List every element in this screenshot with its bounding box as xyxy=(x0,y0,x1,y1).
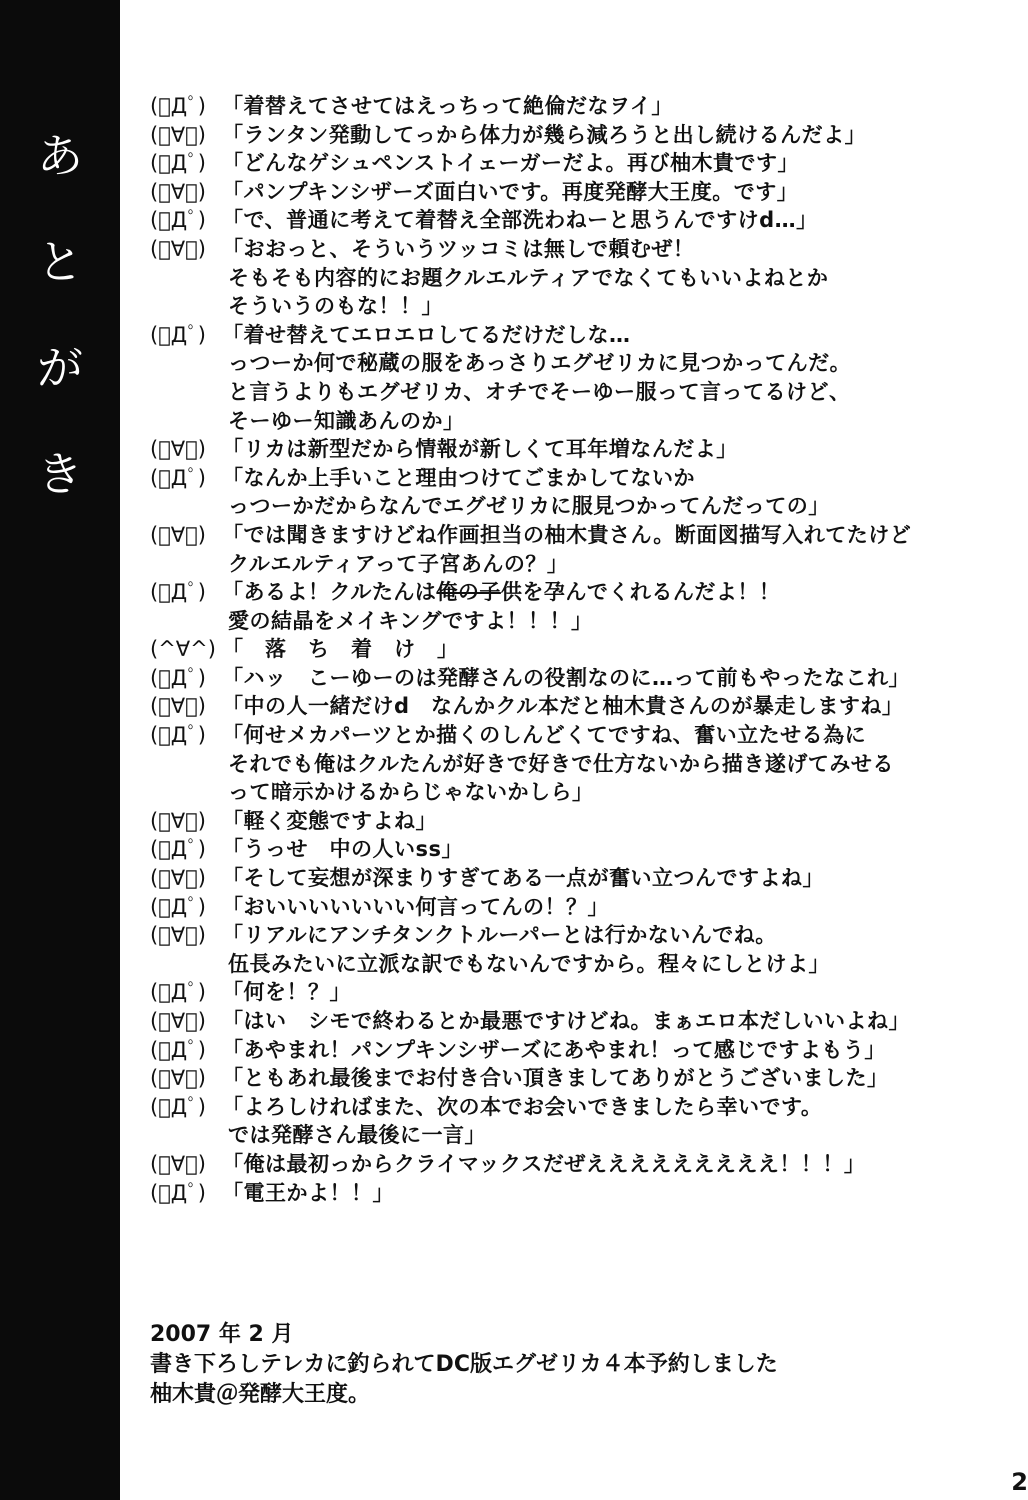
dialogue-line xyxy=(150,1179,1010,1208)
footer xyxy=(150,1320,778,1410)
speaker-face: (ﾟДﾟ) xyxy=(150,94,206,118)
dialogue-line xyxy=(150,921,1010,950)
dialogue-text xyxy=(222,149,799,178)
dialogue-text xyxy=(222,1179,394,1208)
speaker-face: (ﾟ∀ﾟ) xyxy=(150,923,206,948)
speaker-face: (ﾟДﾟ) xyxy=(150,580,206,605)
dialogue-segment: 「あやまれ！パンプキンシザーズにあやまれ！って感じですよもう」 xyxy=(222,1037,886,1062)
dialogue-line xyxy=(150,721,1010,750)
dialogue-segment: 「どんなゲシュペンストイェーガーだよ。再び柚木貴です」 xyxy=(222,151,800,176)
dialogue-line xyxy=(150,893,1010,922)
dialogue-continuation: そもそも内容的にお題クルエルティアでなくてもいいよねとか xyxy=(228,265,829,290)
dialogue-segment: 「軽く変態ですよね」 xyxy=(222,808,437,833)
dialogue-segment: 「ともあれ最後までお付き合い頂きましてありがとうございました」 xyxy=(222,1066,889,1091)
dialogue-text xyxy=(222,206,818,235)
speaker-face: (ﾟДﾟ) xyxy=(150,1037,206,1062)
dialogue-line xyxy=(150,692,1010,721)
dialogue-continuation: っつーかだからなんでエグゼリカに服見つかってんだっての」 xyxy=(228,494,830,519)
dialogue-line xyxy=(150,206,1010,235)
dialogue-continuation: 愛の結晶をメイキングですよ！！！」 xyxy=(228,608,593,633)
dialogue-line xyxy=(150,121,1010,150)
dialogue-text xyxy=(222,978,351,1007)
dialogue-segment: 「何せメカパーツとか描くのしんどくてですね、奮い立たせる為に xyxy=(222,723,867,748)
dialogue-text xyxy=(222,664,910,693)
speaker-face: (ﾟ∀ﾟ) xyxy=(150,1151,206,1176)
dialogue-segment: 「で、普通に考えて着替え全部洗わねーと思うんですけd…」 xyxy=(222,208,818,233)
dialogue-continuation: それでも俺はクルたんが好きで好きで仕方ないから描き遂げてみせる xyxy=(228,751,894,776)
title-char: が xyxy=(37,341,83,395)
speaker-face: (ﾟДﾟ) xyxy=(150,1094,206,1119)
dialogue-continuation: と言うよりもエグゼリカ、オチでそーゆー服って言ってるけど、 xyxy=(228,379,851,404)
dialogue-continuation: 伍長みたいに立派な訳でもないんですから。程々にしとけよ」 xyxy=(228,951,830,976)
dialogue-text xyxy=(222,1064,889,1093)
dialogue-text xyxy=(222,893,609,922)
dialogue-text xyxy=(222,521,911,550)
title-char: あ xyxy=(37,129,83,183)
page-number: 2 xyxy=(1011,1468,1028,1496)
title-char: と xyxy=(37,235,83,289)
struck-text: 俺の子 xyxy=(436,580,501,605)
dialogue-line xyxy=(150,1007,1010,1036)
speaker-face: (ﾟ∀ﾟ) xyxy=(150,866,206,891)
dialogue-text xyxy=(222,692,903,721)
speaker-face: (ﾟДﾟ) xyxy=(150,894,206,919)
dialogue-segment: 「おいいいいいいい何言ってんの！？」 xyxy=(222,894,609,919)
speaker-face: (ﾟДﾟ) xyxy=(150,208,206,233)
dialogue-segment: 「おおっと、そういうツッコミは無しで頼むぜ！ xyxy=(222,236,695,261)
dialogue-text xyxy=(222,921,777,950)
dialogue-line xyxy=(150,578,1010,607)
dialogue-line xyxy=(150,635,1010,664)
dialogue-text xyxy=(222,178,798,207)
dialogue-continuation: そーゆー知識あんのか」 xyxy=(228,408,465,433)
dialogue-segment: 「あるよ！クルたんは xyxy=(222,580,437,605)
speaker-face: (^∀^) xyxy=(150,637,216,662)
dialogue-text xyxy=(222,721,866,750)
speaker-face: (ﾟ∀ﾟ) xyxy=(150,1009,206,1033)
dialogue-line xyxy=(150,1150,1010,1179)
dialogue-block xyxy=(150,92,1010,1207)
dialogue-line xyxy=(150,1036,1010,1065)
side-band xyxy=(0,0,120,1500)
dialogue-segment: 「よろしければまた、次の本でお会いできましたら幸いです。 xyxy=(222,1094,823,1119)
dialogue-segment: 供を孕んでくれるんだよ！！ xyxy=(500,580,781,605)
speaker-face: (ﾟДﾟ) xyxy=(150,837,206,862)
dialogue-segment: 「何を！？」 xyxy=(222,980,351,1005)
dialogue-text xyxy=(222,121,866,150)
dialogue-line xyxy=(150,235,1010,264)
dialogue-line xyxy=(150,835,1010,864)
speaker-face: (ﾟ∀ﾟ) xyxy=(150,808,206,833)
speaker-face: (ﾟДﾟ) xyxy=(150,151,206,176)
dialogue-segment: 「うっせ 中の人いss」 xyxy=(222,837,463,862)
dialogue-continuation: っつーか何で秘蔵の服をあっさりエグゼリカに見つかってんだ。 xyxy=(228,351,852,376)
dialogue-continuation: そういうのもな！！」 xyxy=(228,294,443,319)
dialogue-text xyxy=(222,464,695,493)
dialogue-continuation: では発酵さん最後に一言」 xyxy=(228,1123,486,1148)
footer-signature: 柚木貴＠発酵大王度。 xyxy=(150,1382,371,1407)
dialogue-text xyxy=(222,1036,886,1065)
dialogue-continuation: クルエルティアって子宮あんの？」 xyxy=(228,551,569,576)
speaker-face: (ﾟДﾟ) xyxy=(150,322,206,347)
dialogue-segment: 「パンプキンシザーズ面白いです。再度発酵大王度。です」 xyxy=(222,179,799,204)
dialogue-continuation: って暗示かけるからじゃないかしら」 xyxy=(228,780,594,805)
dialogue-text xyxy=(222,578,780,607)
dialogue-line xyxy=(150,1064,1010,1093)
dialogue-segment: 「では聞きますけどね作画担当の柚木貴さん。断面図描写入れてたけど xyxy=(222,522,912,547)
dialogue-line xyxy=(150,321,1010,350)
dialogue-text xyxy=(222,321,631,350)
dialogue-line xyxy=(150,864,1010,893)
dialogue-segment: 「はい シモで終わるとか最悪ですけどね。まぁエロ本だしいいよね」 xyxy=(222,1009,910,1033)
dialogue-segment: 「そして妄想が深まりすぎてある一点が奮い立つんですよね」 xyxy=(222,866,824,891)
speaker-face: (ﾟДﾟ) xyxy=(150,980,206,1005)
title-char: き xyxy=(37,447,83,501)
dialogue-text xyxy=(222,235,694,264)
speaker-face: (ﾟДﾟ) xyxy=(150,665,206,690)
dialogue-text xyxy=(222,864,824,893)
dialogue-line xyxy=(150,978,1010,1007)
speaker-face: (ﾟ∀ﾟ) xyxy=(150,522,206,547)
dialogue-segment: 「中の人一緒だけd なんかクル本だと柚木貴さんのが暴走しますね」 xyxy=(222,694,904,719)
page-title xyxy=(36,103,84,527)
dialogue-text xyxy=(222,435,738,464)
dialogue-text xyxy=(222,92,673,121)
dialogue-text xyxy=(222,635,459,664)
dialogue-segment: 「俺は最初っからクライマックスだぜえええええええええ！！！」 xyxy=(222,1151,866,1176)
dialogue-segment: 「 落 ち 着 け 」 xyxy=(222,637,459,662)
dialogue-segment: 「リアルにアンチタンクトルーパーとは行かないんでね。 xyxy=(222,923,777,948)
dialogue-segment: 「なんか上手いこと理由つけてごまかしてないか xyxy=(222,465,695,490)
dialogue-line xyxy=(150,435,1010,464)
speaker-face: (ﾟ∀ﾟ) xyxy=(150,236,206,261)
speaker-face: (ﾟ∀ﾟ) xyxy=(150,1066,206,1091)
dialogue-segment: 「ハッ こーゆーのは発酵さんの役割なのに…って前もやったなこれ」 xyxy=(222,665,910,690)
dialogue-text xyxy=(222,1093,822,1122)
speaker-face: (ﾟ∀ﾟ) xyxy=(150,694,206,719)
speaker-face: (ﾟ∀ﾟ) xyxy=(150,437,206,462)
dialogue-line xyxy=(150,807,1010,836)
speaker-face: (ﾟДﾟ) xyxy=(150,723,206,748)
footer-note: 書き下ろしテレカに釣られてDC版エグゼリカ４本予約しました xyxy=(150,1352,778,1377)
footer-date: 2007 年 2 月 xyxy=(150,1322,294,1347)
dialogue-segment: 「リカは新型だから情報が新しくて耳年増なんだよ」 xyxy=(222,437,738,462)
dialogue-text xyxy=(222,1007,910,1036)
speaker-face: (ﾟ∀ﾟ) xyxy=(150,122,206,147)
dialogue-line xyxy=(150,521,1010,550)
dialogue-line xyxy=(150,92,1010,121)
dialogue-line xyxy=(150,664,1010,693)
dialogue-line xyxy=(150,178,1010,207)
dialogue-line xyxy=(150,1093,1010,1122)
speaker-face: (ﾟ∀ﾟ) xyxy=(150,179,206,204)
dialogue-line xyxy=(150,149,1010,178)
dialogue-segment: 「ランタン発動してっから体力が幾ら減ろうと出し続けるんだよ」 xyxy=(222,122,867,147)
dialogue-segment: 「電王かよ！！」 xyxy=(222,1180,394,1205)
dialogue-segment: 「着替えてさせてはえっちって絶倫だなヲイ」 xyxy=(222,94,673,118)
dialogue-text xyxy=(222,835,463,864)
dialogue-segment: 「着せ替えてエロエロしてるだけだしな… xyxy=(222,322,631,347)
speaker-face: (ﾟДﾟ) xyxy=(150,1180,206,1205)
dialogue-text xyxy=(222,1150,865,1179)
speaker-face: (ﾟДﾟ) xyxy=(150,465,206,490)
dialogue-line xyxy=(150,464,1010,493)
dialogue-text xyxy=(222,807,437,836)
